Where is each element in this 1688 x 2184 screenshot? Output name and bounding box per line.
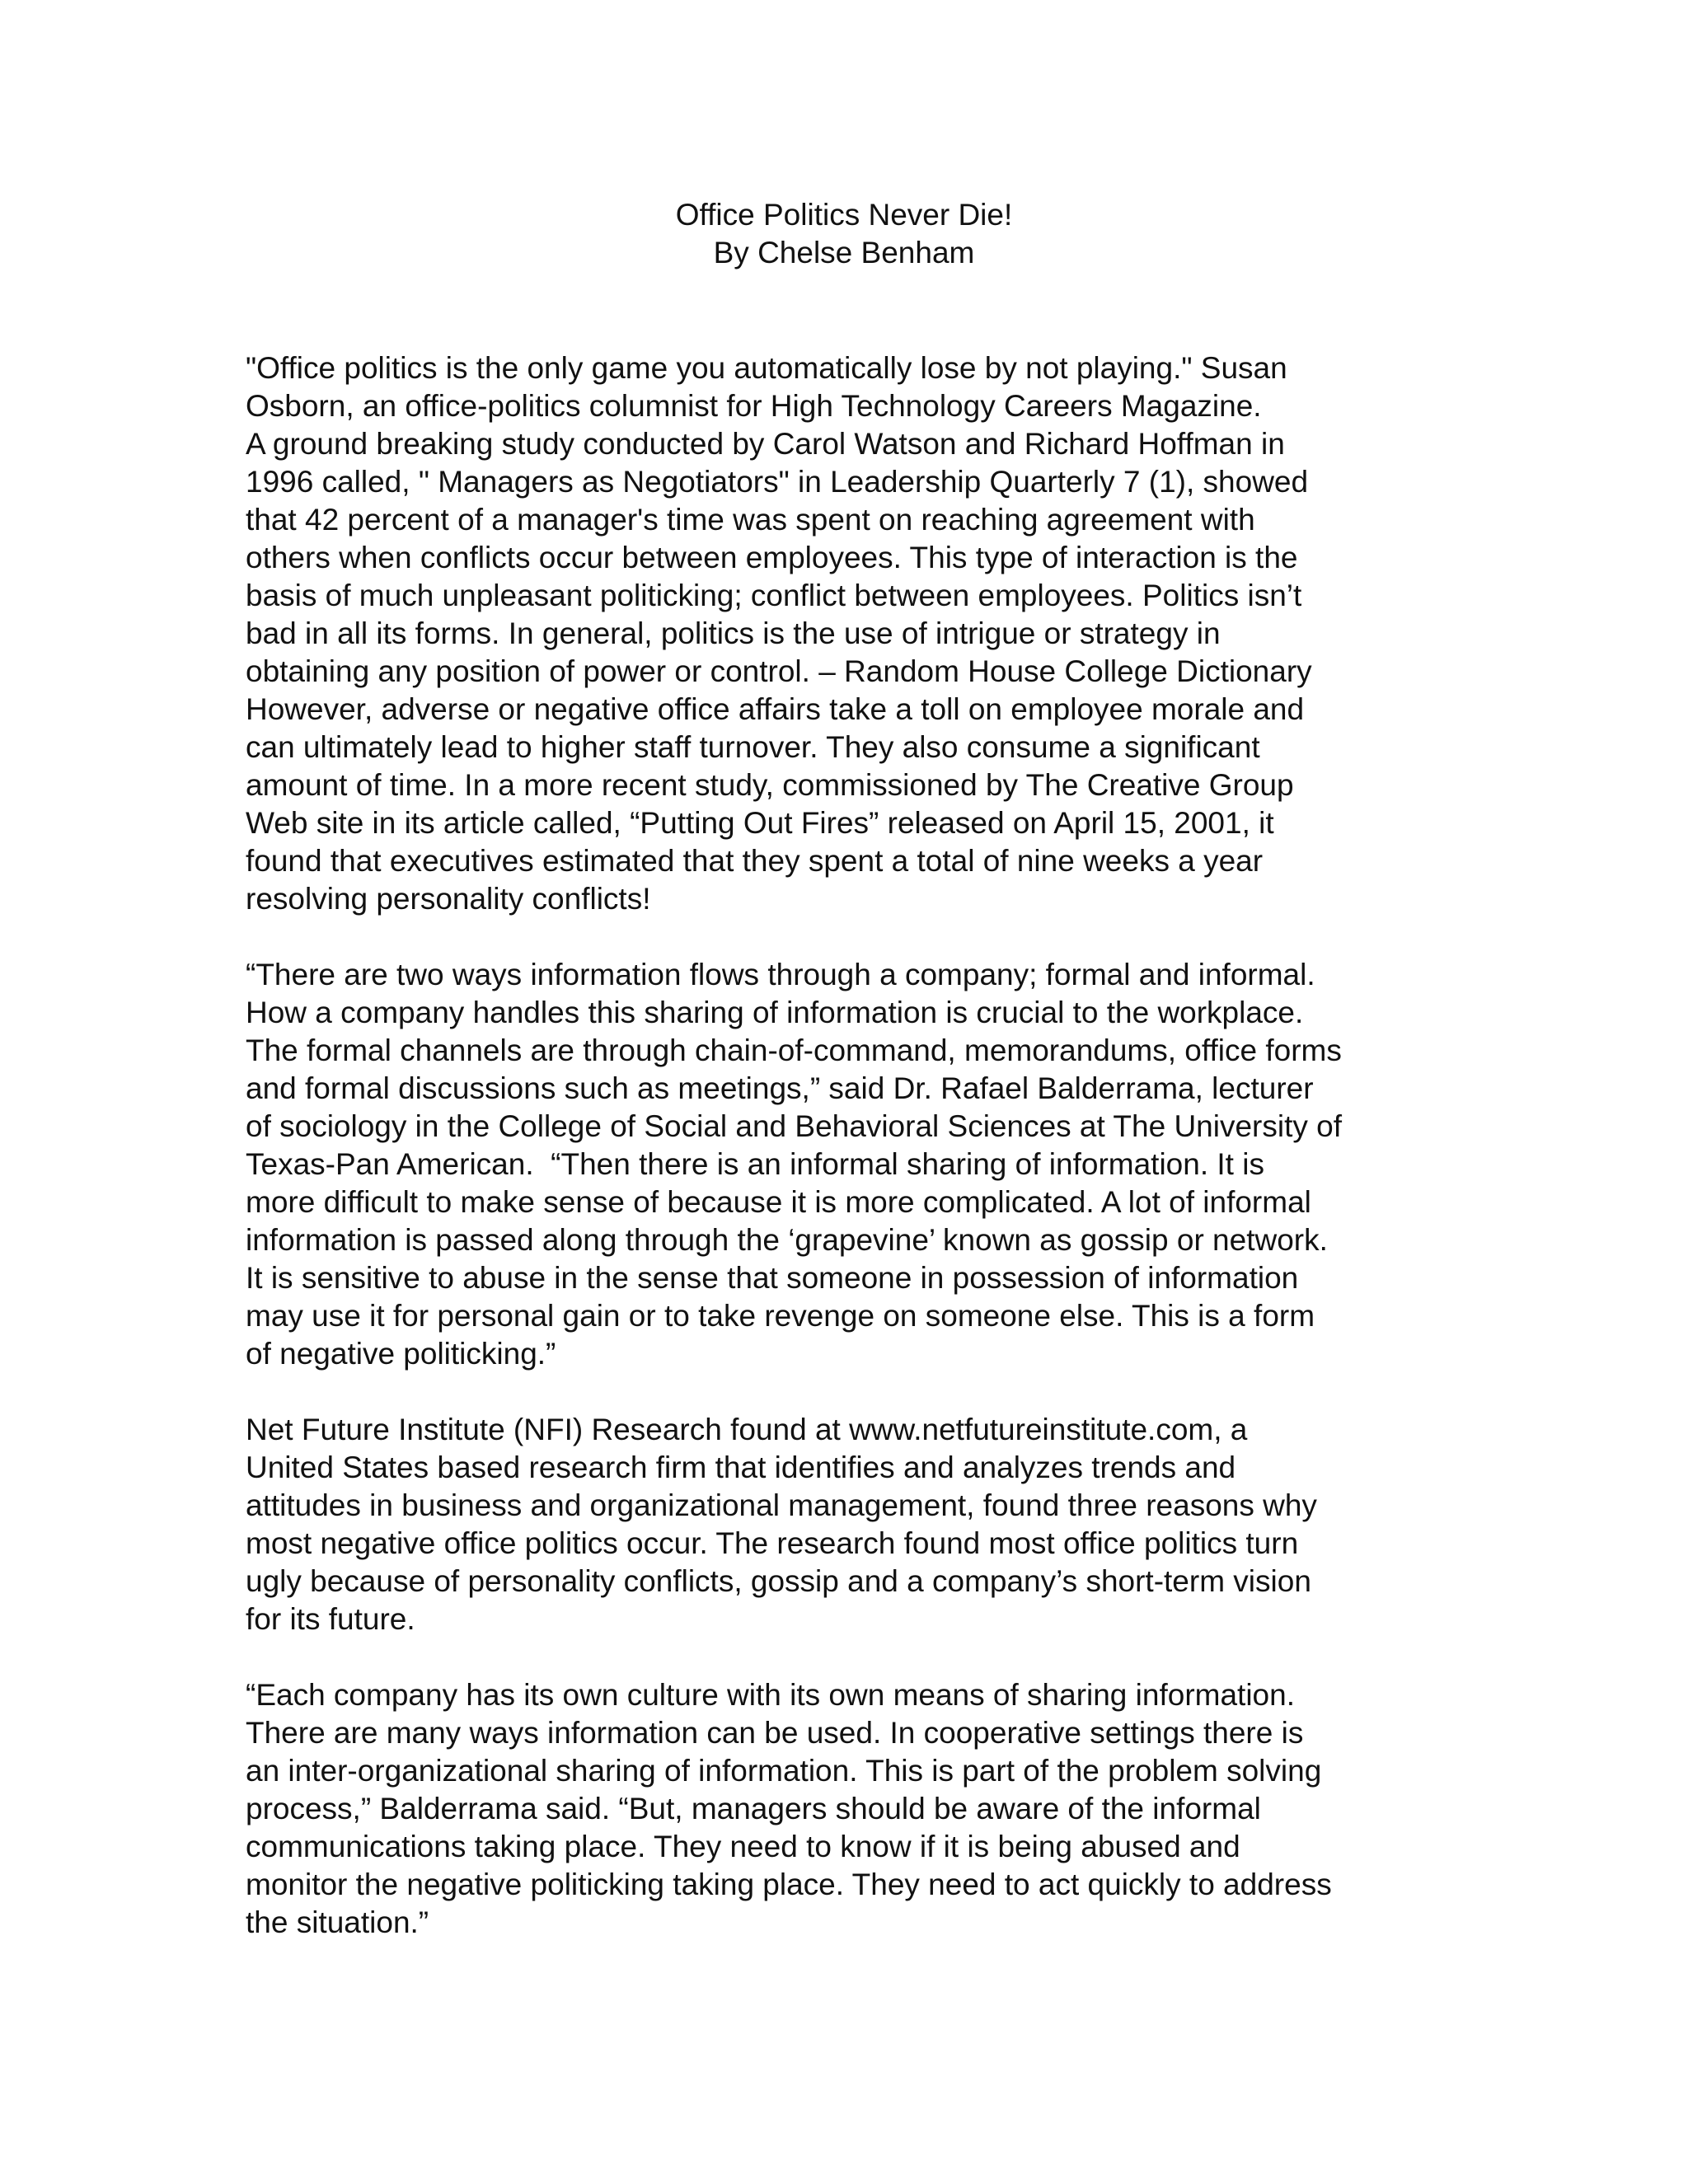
text-line: basis of much unpleasant politicking; conflict between employees. Politics isn’t bbox=[246, 579, 1302, 612]
text-line: others when conflicts occur between employees. This type of interaction is the bbox=[246, 541, 1298, 574]
text-line: can ultimately lead to higher staff turnover. They also consume a significant bbox=[246, 730, 1260, 764]
text-line: Texas-Pan American. “Then there is an informal sharing of information. It is bbox=[246, 1147, 1264, 1181]
text-line: communications taking place. They need to know if it is being abused and bbox=[246, 1830, 1240, 1863]
text-line: of sociology in the College of Social and Behavioral Sciences at The University of bbox=[246, 1109, 1342, 1143]
text-line: amount of time. In a more recent study, commissioned by The Creative Group bbox=[246, 768, 1294, 802]
text-line: Web site in its article called, “Putting Out Fires” released on April 15, 2001, it bbox=[246, 806, 1274, 840]
text-line: There are many ways information can be used. In cooperative settings there is bbox=[246, 1716, 1304, 1750]
text-line: ugly because of personality conflicts, gossip and a company’s short-term vision bbox=[246, 1564, 1311, 1598]
paragraph-4 bbox=[246, 1676, 1465, 1942]
text-line: most negative office politics occur. The research found most office politics turn bbox=[246, 1526, 1299, 1560]
text-line: bad in all its forms. In general, politics is the use of intrigue or strategy in bbox=[246, 616, 1221, 650]
document-title: Office Politics Never Die! bbox=[675, 198, 1013, 232]
text-line: that 42 percent of a manager's time was spent on reaching agreement with bbox=[246, 503, 1255, 537]
paragraph-3 bbox=[246, 1411, 1465, 1638]
text-line: monitor the negative politicking taking place. They need to act quickly to address bbox=[246, 1868, 1332, 1901]
text-line: Osborn, an office-politics columnist for High Technology Careers Magazine. bbox=[246, 389, 1262, 423]
text-line: United States based research firm that identifies and analyzes trends and bbox=[246, 1451, 1236, 1484]
document-body bbox=[246, 349, 1465, 1980]
text-line: obtaining any position of power or control. – Random House College Dictionary bbox=[246, 654, 1312, 688]
text-line: "Office politics is the only game you automatically lose by not playing." Susan bbox=[246, 351, 1287, 385]
paragraph-2 bbox=[246, 956, 1465, 1373]
text-line: may use it for personal gain or to take revenge on someone else. This is a form bbox=[246, 1299, 1315, 1333]
text-line: information is passed along through the ‘grapevine’ known as gossip or network. bbox=[246, 1223, 1328, 1257]
text-line: of negative politicking.” bbox=[246, 1337, 556, 1371]
text-line: more difficult to make sense of because it is more complicated. A lot of informal bbox=[246, 1185, 1311, 1219]
text-line: “Each company has its own culture with its own means of sharing information. bbox=[246, 1678, 1295, 1712]
text-line: However, adverse or negative office affairs take a toll on employee morale and bbox=[246, 692, 1305, 726]
text-line: found that executives estimated that they spent a total of nine weeks a year bbox=[246, 844, 1264, 878]
text-line: attitudes in business and organizational management, found three reasons why bbox=[246, 1488, 1317, 1522]
text-line: A ground breaking study conducted by Carol Watson and Richard Hoffman in bbox=[246, 427, 1285, 461]
paragraph-1 bbox=[246, 349, 1465, 918]
text-line: How a company handles this sharing of information is crucial to the workplace. bbox=[246, 996, 1304, 1029]
document-header bbox=[0, 196, 1688, 272]
text-line: for its future. bbox=[246, 1602, 415, 1636]
text-line: and formal discussions such as meetings,” said Dr. Rafael Balderrama, lecturer bbox=[246, 1071, 1314, 1105]
text-line: Net Future Institute (NFI) Research found at www.netfutureinstitute.com, a bbox=[246, 1413, 1248, 1446]
document-byline: By Chelse Benham bbox=[713, 236, 975, 269]
text-line: an inter-organizational sharing of information. This is part of the problem solving bbox=[246, 1754, 1322, 1788]
text-line: “There are two ways information flows through a company; formal and informal. bbox=[246, 958, 1315, 991]
text-line: process,” Balderrama said. “But, managers should be aware of the informal bbox=[246, 1792, 1261, 1825]
text-line: the situation.” bbox=[246, 1905, 429, 1939]
text-line: 1996 called, " Managers as Negotiators" in Leadership Quarterly 7 (1), showed bbox=[246, 465, 1309, 499]
text-line: The formal channels are through chain-of-command, memorandums, office forms bbox=[246, 1033, 1342, 1067]
text-line: It is sensitive to abuse in the sense that someone in possession of information bbox=[246, 1261, 1299, 1295]
text-line: resolving personality conflicts! bbox=[246, 882, 651, 916]
